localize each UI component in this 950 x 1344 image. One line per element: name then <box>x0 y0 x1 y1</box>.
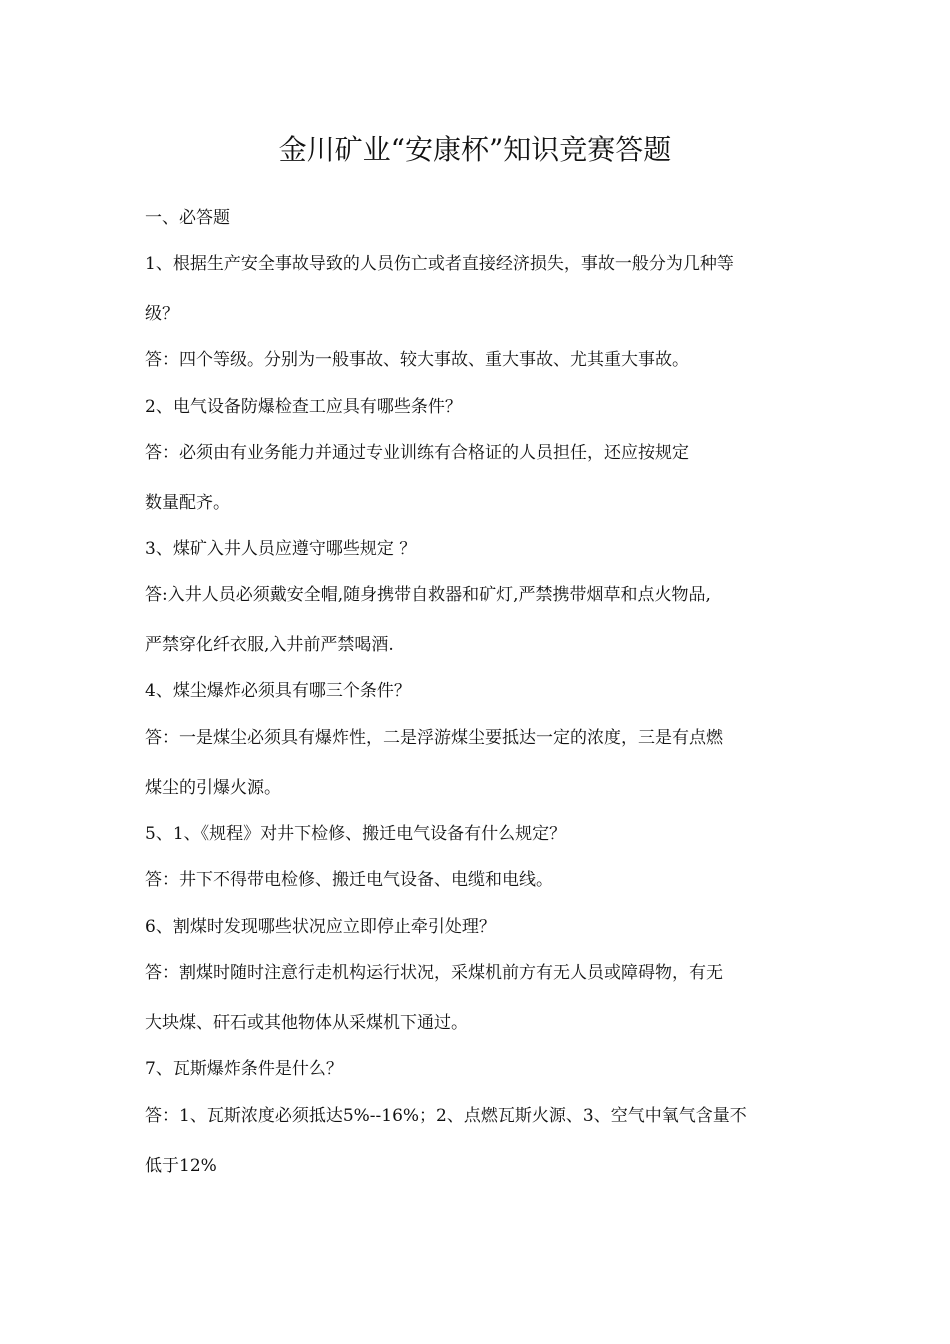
answer-6-cont: 大块煤、矸石或其他物体从采煤机下通过。 <box>145 1013 468 1033</box>
question-3: 3、煤矿入井人员应遵守哪些规定 ？ <box>145 539 417 559</box>
question-5: 5、1、《规程》对井下检修、搬迁电气设备有什么规定？ <box>145 824 567 844</box>
question-6: 6、割煤时发现哪些状况应立即停止牵引处理？ <box>145 917 496 937</box>
answer-3-cont: 严禁穿化纤衣服,入井前严禁喝酒. <box>145 635 394 655</box>
answer-6: 答：割煤时随时注意行走机构运行状况，采煤机前方有无人员或障碍物，有无 <box>145 963 723 983</box>
question-1-cont: 级？ <box>145 304 179 324</box>
answer-1: 答：四个等级。分别为一般事故、较大事故、重大事故、尤其重大事故。 <box>145 350 689 370</box>
answer-2: 答：必须由有业务能力并通过专业训练有合格证的人员担任，还应按规定 <box>145 443 689 463</box>
section-heading: 一、必答题 <box>145 208 230 228</box>
answer-3: 答:入井人员必须戴安全帽,随身携带自救器和矿灯,严禁携带烟草和点火物品, <box>145 585 711 605</box>
question-7: 7、瓦斯爆炸条件是什么？ <box>145 1059 343 1079</box>
answer-5: 答：井下不得带电检修、搬迁电气设备、电缆和电线。 <box>145 870 553 890</box>
question-4: 4、煤尘爆炸必须具有哪三个条件？ <box>145 681 411 701</box>
answer-4: 答：一是煤尘必须具有爆炸性，二是浮游煤尘要抵达一定的浓度，三是有点燃 <box>145 728 723 748</box>
answer-7: 答：1、瓦斯浓度必须抵达5%--16%；2、点燃瓦斯火源、3、空气中氧气含量不 <box>145 1106 747 1126</box>
question-1: 1、根据生产安全事故导致的人员伤亡或者直接经济损失，事故一般分为几种等 <box>145 254 734 274</box>
document-title: 金川矿业“安康杯”知识竞赛答题 <box>278 133 672 166</box>
question-2: 2、电气设备防爆检查工应具有哪些条件？ <box>145 397 462 417</box>
answer-4-cont: 煤尘的引爆火源。 <box>145 778 281 798</box>
answer-7-cont: 低于12% <box>145 1156 217 1176</box>
answer-2-cont: 数量配齐。 <box>145 493 230 513</box>
